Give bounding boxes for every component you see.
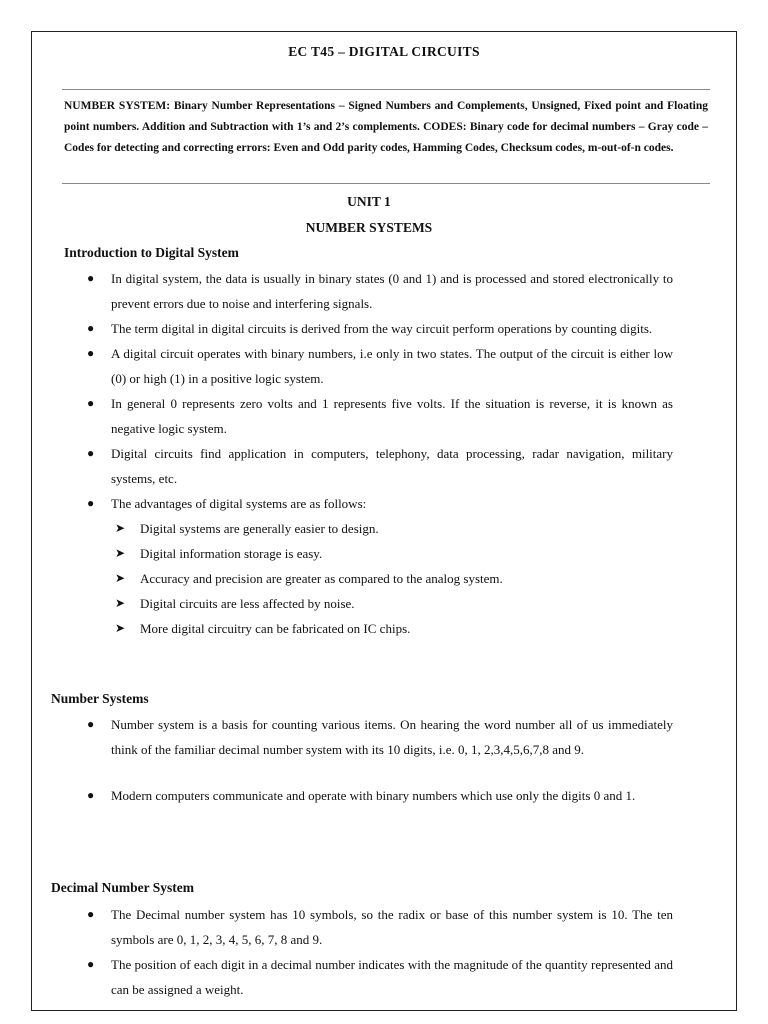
list-item-text: A digital circuit operates with binary numbers, i.e only in two states. The output of the circuit is either low (0) or high (1) in a positive logic system.	[111, 346, 673, 386]
unit-title: NUMBER SYSTEMS	[305, 220, 433, 235]
list-item-text: Digital circuits find application in computers, telephony, data processing, radar navigation, military systems, etc.	[111, 446, 673, 486]
list-item-text: In general 0 represents zero volts and 1 represents five volts. If the situation is reverse, it is known as negative logic system.	[111, 396, 673, 436]
list-item	[87, 902, 673, 952]
intro-bullet-list	[87, 266, 673, 641]
list-item	[87, 491, 673, 641]
advantage-text: Accuracy and precision are greater as compared to the analog system.	[140, 571, 503, 586]
bullet-icon: ●	[87, 957, 95, 971]
number-systems-heading: Number Systems	[51, 691, 149, 706]
syllabus-bottom-rule	[62, 183, 710, 184]
advantage-item	[111, 566, 673, 591]
arrowhead-bullet-icon: ➤	[115, 621, 126, 635]
list-item-text: The term digital in digital circuits is derived from the way circuit perform operations by counting digits.	[111, 321, 653, 336]
list-item	[87, 441, 673, 491]
list-item-text: In digital system, the data is usually in binary states (0 and 1) and is processed and stored electronically to prevent errors due to noise and interfering signals.	[111, 271, 673, 311]
arrowhead-bullet-icon: ➤	[115, 546, 126, 560]
list-item	[87, 391, 673, 441]
arrowhead-bullet-icon: ➤	[115, 596, 126, 610]
list-item	[87, 316, 673, 341]
bullet-icon: ●	[87, 346, 95, 360]
list-item-text: The Decimal number system has 10 symbols, so the radix or base of this number system is 10. The ten symbols are 0, 1, 2, 3, 4, 5, 6, 7, 8 and 9.	[111, 907, 673, 947]
syllabus-text: NUMBER SYSTEM: Binary Number Representations – Signed Numbers and Complements, Unsigned, Fixed point and Floating point numbers. Addition and Subtraction with 1’s and 2’s complements. CODES: Binary code for decimal numbers – Gray code – Codes for detecting and correcting errors: Even and Odd parity codes, Hamming Codes, Checksum codes, m-out-of-n codes.	[64, 100, 708, 154]
bullet-icon: ●	[87, 446, 95, 460]
decimal-bullet-list	[87, 902, 673, 1002]
list-item	[87, 952, 673, 1002]
arrowhead-bullet-icon: ➤	[115, 521, 126, 535]
arrowhead-bullet-icon: ➤	[115, 571, 126, 585]
advantage-item	[111, 591, 673, 616]
bullet-icon: ●	[87, 717, 95, 731]
advantage-item	[111, 516, 673, 541]
unit-number: UNIT 1	[347, 194, 391, 209]
intro-heading: Introduction to Digital System	[64, 245, 239, 260]
number-systems-bullet-list	[87, 712, 673, 808]
advantage-text: Digital systems are generally easier to design.	[140, 521, 379, 536]
document-title: EC T45 – DIGITAL CIRCUITS	[288, 44, 480, 59]
advantage-item	[111, 541, 673, 566]
bullet-icon: ●	[87, 788, 95, 802]
list-item-text: The advantages of digital systems are as follows:	[111, 496, 367, 511]
bullet-icon: ●	[87, 396, 95, 410]
advantage-item	[111, 616, 673, 641]
bullet-icon: ●	[87, 321, 95, 335]
bullet-icon: ●	[87, 271, 95, 285]
list-item-text: Number system is a basis for counting various items. On hearing the word number all of us immediately think of the familiar decimal number system with its 10 digits, i.e. 0, 1, 2,3,4,5,6,7,8 and 9.	[111, 717, 673, 757]
advantage-text: Digital circuits are less affected by noise.	[140, 596, 355, 611]
list-item	[87, 266, 673, 316]
list-item-text: Modern computers communicate and operate with binary numbers which use only the digits 0 and 1.	[111, 788, 636, 803]
list-item	[87, 783, 673, 808]
decimal-heading: Decimal Number System	[51, 880, 194, 895]
advantage-text: More digital circuitry can be fabricated on IC chips.	[140, 621, 411, 636]
list-item	[87, 712, 673, 762]
bullet-icon: ●	[87, 907, 95, 921]
advantages-list	[111, 516, 673, 641]
list-item	[87, 341, 673, 391]
list-item-text: The position of each digit in a decimal number indicates with the magnitude of the quantity represented and can be assigned a weight.	[111, 957, 673, 997]
bullet-icon: ●	[87, 496, 95, 510]
syllabus-top-rule	[62, 89, 710, 90]
advantage-text: Digital information storage is easy.	[140, 546, 323, 561]
